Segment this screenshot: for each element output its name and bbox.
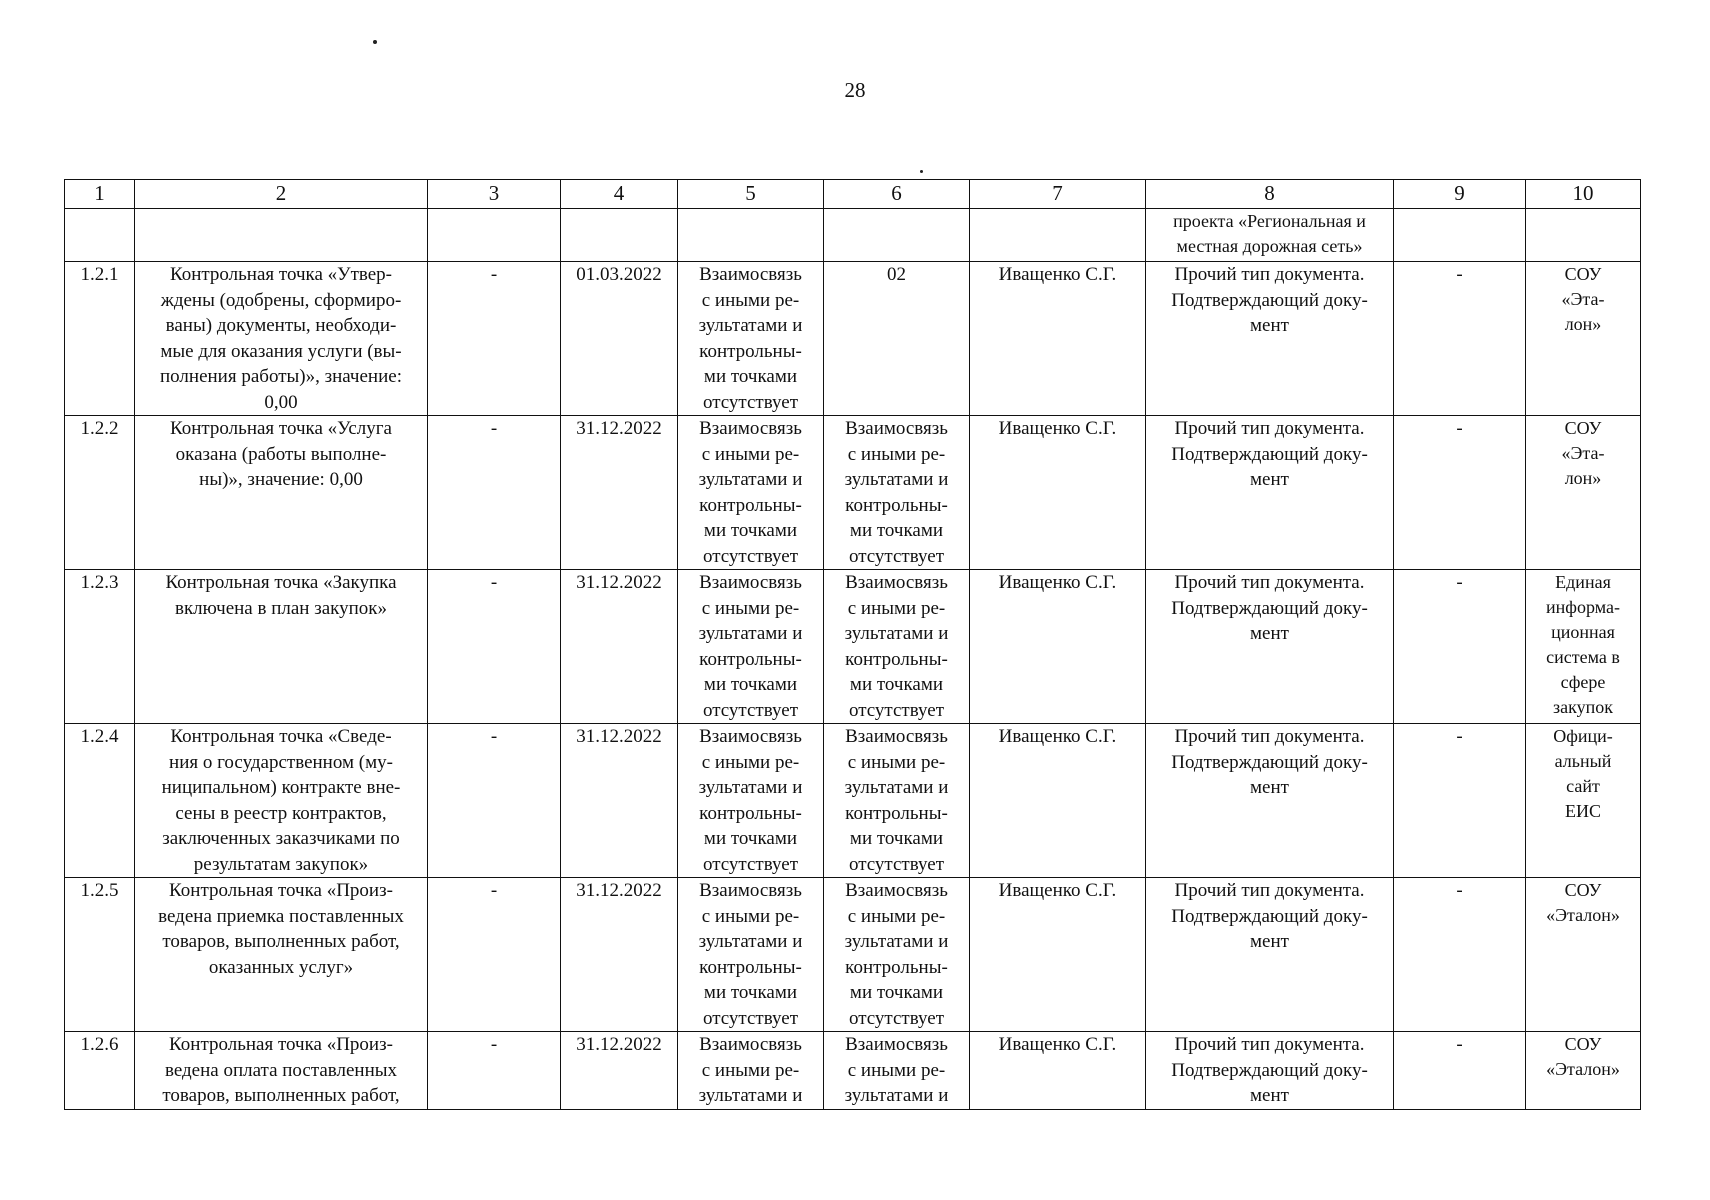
responsible-cell: Иващенко С.Г. — [970, 878, 1146, 1032]
system-cell: Офици- альный сайт ЕИС — [1526, 724, 1641, 878]
relation-cell: Взаимосвязь с иными ре- зультатами и контрольны- ми точками отсутствует — [678, 416, 824, 570]
column-header-1: 1 — [65, 180, 135, 209]
date-cell: 31.12.2022 — [561, 878, 678, 1032]
description-cell: Контрольная точка «Произ- ведена приемка поставленных товаров, выполненных работ, оказанных услуг» — [135, 878, 428, 1032]
continuation-document-cell: проекта «Региональная и местная дорожная сеть» — [1146, 209, 1394, 262]
relation-cell: Взаимосвязь с иными ре- зультатами и — [678, 1032, 824, 1110]
document-type-cell: Прочий тип документа. Подтверждающий доку- мент — [1146, 262, 1394, 416]
cell-empty — [135, 209, 428, 262]
column-header-6: 6 — [824, 180, 970, 209]
row-number-cell: 1.2.2 — [65, 416, 135, 570]
system-cell: СОУ «Эталон» — [1526, 878, 1641, 1032]
date-cell: 31.12.2022 — [561, 416, 678, 570]
column-3-cell: - — [428, 878, 561, 1032]
document-type-cell: Прочий тип документа. Подтверждающий доку- мент — [1146, 878, 1394, 1032]
responsible-cell: Иващенко С.Г. — [970, 1032, 1146, 1110]
relation-cell-6: Взаимосвязь с иными ре- зультатами и контрольны- ми точками отсутствует — [824, 724, 970, 878]
description-cell: Контрольная точка «Сведе- ния о государственном (му- ниципальном) контракте вне- сены в реестр контрактов, заключенных заказчиками по результатам закупок» — [135, 724, 428, 878]
column-9-cell: - — [1394, 416, 1526, 570]
cell-empty — [561, 209, 678, 262]
date-cell: 31.12.2022 — [561, 1032, 678, 1110]
table-row — [65, 878, 1641, 1032]
column-header-9: 9 — [1394, 180, 1526, 209]
system-cell: СОУ «Эта- лон» — [1526, 262, 1641, 416]
table-row — [65, 262, 1641, 416]
column-header-5: 5 — [678, 180, 824, 209]
relation-cell-6: Взаимосвязь с иными ре- зультатами и контрольны- ми точками отсутствует — [824, 878, 970, 1032]
cell-empty — [428, 209, 561, 262]
relation-cell: Взаимосвязь с иными ре- зультатами и контрольны- ми точками отсутствует — [678, 570, 824, 724]
responsible-cell: Иващенко С.Г. — [970, 724, 1146, 878]
header-row — [65, 180, 1641, 209]
responsible-cell: Иващенко С.Г. — [970, 416, 1146, 570]
column-header-3: 3 — [428, 180, 561, 209]
column-header-4: 4 — [561, 180, 678, 209]
relation-cell: Взаимосвязь с иными ре- зультатами и контрольны- ми точками отсутствует — [678, 724, 824, 878]
relation-cell-6: Взаимосвязь с иными ре- зультатами и контрольны- ми точками отсутствует — [824, 570, 970, 724]
relation-cell-6: Взаимосвязь с иными ре- зультатами и — [824, 1032, 970, 1110]
column-header-7: 7 — [970, 180, 1146, 209]
row-number-cell: 1.2.5 — [65, 878, 135, 1032]
scan-speck — [920, 170, 923, 173]
table-row — [65, 416, 1641, 570]
column-3-cell: - — [428, 416, 561, 570]
row-number-cell: 1.2.1 — [65, 262, 135, 416]
date-cell: 01.03.2022 — [561, 262, 678, 416]
relation-cell: Взаимосвязь с иными ре- зультатами и контрольны- ми точками отсутствует — [678, 262, 824, 416]
table-row — [65, 724, 1641, 878]
column-header-2: 2 — [135, 180, 428, 209]
cell-empty — [1394, 209, 1526, 262]
row-number-cell: 1.2.3 — [65, 570, 135, 724]
cell-empty — [1526, 209, 1641, 262]
column-3-cell: - — [428, 262, 561, 416]
continuation-row — [65, 209, 1641, 262]
system-cell: СОУ «Эта- лон» — [1526, 416, 1641, 570]
description-cell: Контрольная точка «Утвер- ждены (одобрены, сформиро- ваны) документы, необходи- мые для оказания услуги (вы- полнения работы)», значение: 0,00 — [135, 262, 428, 416]
date-cell: 31.12.2022 — [561, 570, 678, 724]
column-header-8: 8 — [1146, 180, 1394, 209]
date-cell: 31.12.2022 — [561, 724, 678, 878]
document-type-cell: Прочий тип документа. Подтверждающий доку- мент — [1146, 416, 1394, 570]
column-9-cell: - — [1394, 724, 1526, 878]
column-9-cell: - — [1394, 262, 1526, 416]
description-cell: Контрольная точка «Закупка включена в план закупок» — [135, 570, 428, 724]
description-cell: Контрольная точка «Произ- ведена оплата поставленных товаров, выполненных работ, — [135, 1032, 428, 1110]
description-cell: Контрольная точка «Услуга оказана (работы выполне- ны)», значение: 0,00 — [135, 416, 428, 570]
document-type-cell: Прочий тип документа. Подтверждающий доку- мент — [1146, 724, 1394, 878]
page-number: 28 — [844, 78, 866, 102]
column-9-cell: - — [1394, 878, 1526, 1032]
responsible-cell: Иващенко С.Г. — [970, 570, 1146, 724]
cell-empty — [65, 209, 135, 262]
system-cell: Единая информа- ционная система в сфере закупок — [1526, 570, 1641, 724]
column-header-10: 10 — [1526, 180, 1641, 209]
relation-cell: Взаимосвязь с иными ре- зультатами и контрольны- ми точками отсутствует — [678, 878, 824, 1032]
column-9-cell: - — [1394, 570, 1526, 724]
column-3-cell: - — [428, 1032, 561, 1110]
system-cell: СОУ «Эталон» — [1526, 1032, 1641, 1110]
relation-cell-6: 02 — [824, 262, 970, 416]
document-type-cell: Прочий тип документа. Подтверждающий доку- мент — [1146, 1032, 1394, 1110]
cell-empty — [678, 209, 824, 262]
table-row — [65, 1032, 1641, 1110]
control-points-table — [64, 179, 1641, 1110]
cell-empty — [824, 209, 970, 262]
column-9-cell: - — [1394, 1032, 1526, 1110]
row-number-cell: 1.2.4 — [65, 724, 135, 878]
relation-cell-6: Взаимосвязь с иными ре- зультатами и контрольны- ми точками отсутствует — [824, 416, 970, 570]
column-3-cell: - — [428, 724, 561, 878]
document-type-cell: Прочий тип документа. Подтверждающий доку- мент — [1146, 570, 1394, 724]
responsible-cell: Иващенко С.Г. — [970, 262, 1146, 416]
row-number-cell: 1.2.6 — [65, 1032, 135, 1110]
column-3-cell: - — [428, 570, 561, 724]
scan-speck — [373, 40, 377, 44]
cell-empty — [970, 209, 1146, 262]
table-row — [65, 570, 1641, 724]
